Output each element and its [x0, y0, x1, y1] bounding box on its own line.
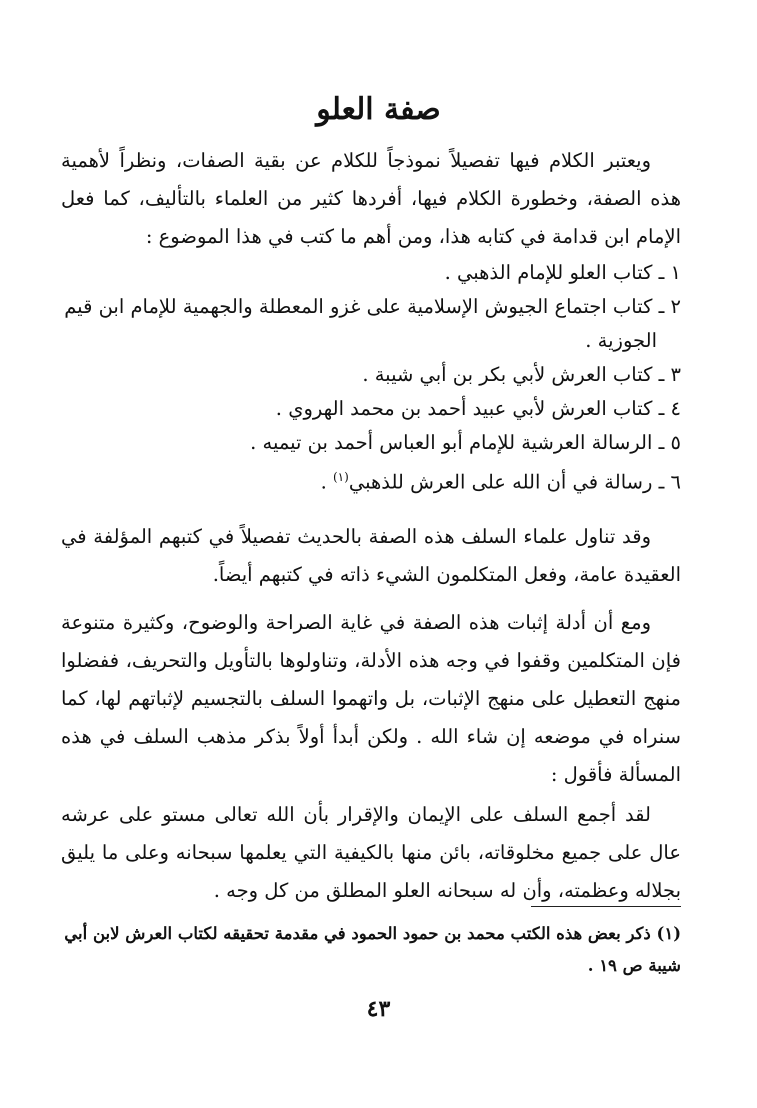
list-item-continuation: الجوزية .: [585, 329, 657, 352]
footnote-marker[interactable]: (١): [332, 470, 349, 484]
intro-paragraph-block: [61, 142, 681, 256]
paragraph-3-block: [61, 604, 681, 794]
paragraph-4: لقد أجمع السلف على الإيمان والإقرار بأن الله تعالى مستو على عرشه عال على جميع مخلوقاته، بائن منها بالكيفية التي يعلمها سبحانه وعلى ما يليق بجلاله وعظمته، وأن له سبحانه العلو المطلق من كل وجه .: [61, 803, 681, 902]
list-item-with-footnote: [61, 460, 681, 500]
intro-paragraph: ويعتبر الكلام فيها تفصيلاً نموذجاً للكلام عن بقية الصفات، ونظراً لأهمية هذه الصفة، وخطورة الكلام فيها، أفردها كثير من العلماء بالتأليف، كما فعل الإمام ابن قدامة في كتابه هذا، ومن أهم ما كتب في هذا الموضوع :: [61, 149, 681, 248]
page-number: ٤٣: [366, 996, 391, 1022]
footnote-text: (١) ذكر بعض هذه الكتب محمد بن حمود الحمود في مقدمة تحقيقه لكتاب العرش لابن أبي شيبة ص ١٩ .: [64, 924, 681, 975]
paragraph-2: وقد تناول علماء السلف هذه الصفة بالحديث تفصيلاً في كتبهم المؤلفة في العقيدة عامة، وفعل المتكلمون الشيء ذاته في كتبهم أيضاً.: [61, 525, 681, 586]
list-item: ٢ ـ كتاب اجتماع الجيوش الإسلامية على غزو المعطلة والجهمية للإمام ابن قيم: [64, 295, 681, 318]
footnote-divider: [531, 906, 681, 907]
paragraph-4-block: [61, 796, 681, 910]
paragraph-2-block: [61, 518, 681, 594]
list-item: ٥ ـ الرسالة العرشية للإمام أبو العباس أحمد بن تيميه .: [250, 431, 681, 454]
list-item: ٤ ـ كتاب العرش لأبي عبيد أحمد بن محمد الهروي .: [275, 397, 681, 420]
page-title: صفة العلو: [316, 92, 441, 127]
list-item: ٣ ـ كتاب العرش لأبي بكر بن أبي شيبة .: [362, 363, 681, 386]
books-list: [61, 256, 681, 500]
list-item-text: ٦ ـ رسالة في أن الله على العرش للذهبي: [348, 470, 681, 494]
list-item: ١ ـ كتاب العلو للإمام الذهبي .: [444, 261, 681, 284]
list-item-end: .: [320, 470, 327, 494]
paragraph-3: ومع أن أدلة إثبات هذه الصفة في غاية الصراحة والوضوح، وكثيرة متنوعة فإن المتكلمين وقفوا في وجه هذه الأدلة، وتناولوها بالتأويل والتحريف، ففضلوا منهج التعطيل على منهج الإثبات، بل واتهموا السلف بالتجسيم لإثباتهم لها، كما سنراه في موضعه إن شاء الله . ولكن أبدأ أولاً بذكر مذهب السلف في هذه المسألة فأقول :: [61, 611, 681, 786]
